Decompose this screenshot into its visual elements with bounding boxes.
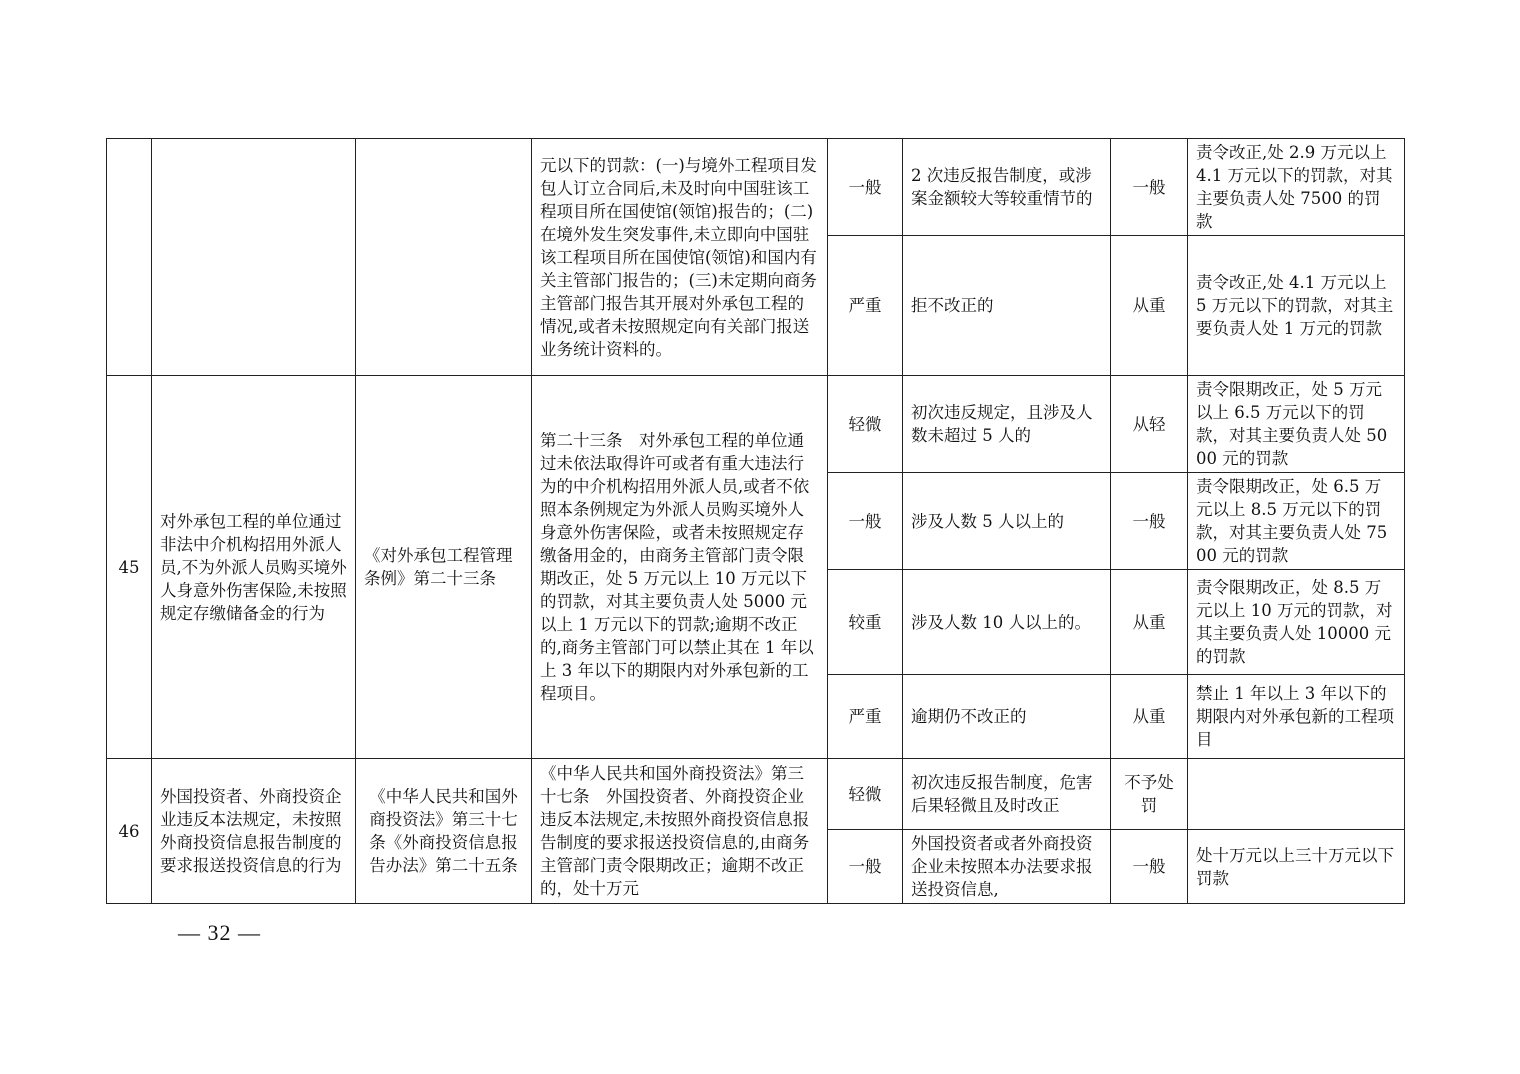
severity-level-cell: 轻微	[828, 376, 903, 473]
severity-level-cell: 轻微	[828, 759, 903, 830]
discretion-level-cell: 一般	[1111, 139, 1188, 236]
table-row	[107, 759, 1405, 830]
severity-level-cell: 严重	[828, 675, 903, 759]
penalty-standard-cell: 责令限期改正，处 8.5 万元以上 10 万元的罚款，对其主要负责人处 10000 元的罚款	[1188, 570, 1405, 675]
legal-basis-cell: 第二十三条 对外承包工程的单位通过未依法取得许可或者有重大违法行为的中介机构招用外派人员,或者不依照本条例规定为外派人员购买境外人身意外伤害保险，或者未按照规定存缴备用金的，由商务主管部门责令限期改正，处 5 万元以上 10 万元以下的罚款，对其主要负责人处 5000 元以上 1 万元以下的罚款;逾期不改正的,商务主管部门可以禁止其在 1 年以上 3 年以下的期限内对外承包新的工程项目。	[532, 376, 828, 759]
penalty-standard-cell	[1188, 759, 1405, 830]
legal-reference-cell: 《对外承包工程管理条例》第二十三条	[356, 376, 532, 759]
circumstance-cell: 逾期仍不改正的	[903, 675, 1111, 759]
discretion-level-cell: 从重	[1111, 570, 1188, 675]
item-number-cell	[107, 139, 152, 376]
discretion-level-cell: 一般	[1111, 830, 1188, 904]
penalty-discretion-table	[106, 138, 1405, 904]
item-number-cell: 45	[107, 376, 152, 759]
violation-behavior-cell: 对外承包工程的单位通过非法中介机构招用外派人员,不为外派人员购买境外人身意外伤害保险,未按照规定存缴储备金的行为	[152, 376, 356, 759]
legal-reference-cell	[356, 139, 532, 376]
page-number: — 32 —	[178, 920, 261, 945]
discretion-level-cell: 从重	[1111, 675, 1188, 759]
legal-reference-cell: 《中华人民共和国外商投资法》第三十七条《外商投资信息报告办法》第二十五条	[356, 759, 532, 904]
violation-behavior-cell	[152, 139, 356, 376]
violation-behavior-cell: 外国投资者、外商投资企业违反本法规定，未按照外商投资信息报告制度的要求报送投资信息的行为	[152, 759, 356, 904]
circumstance-cell: 初次违反规定，且涉及人数未超过 5 人的	[903, 376, 1111, 473]
legal-basis-cell: 《中华人民共和国外商投资法》第三十七条 外国投资者、外商投资企业违反本法规定,未按照外商投资信息报告制度的要求报送投资信息的,由商务主管部门责令限期改正；逾期不改正的，处十万元	[532, 759, 828, 904]
severity-level-cell: 一般	[828, 473, 903, 570]
circumstance-cell: 涉及人数 10 人以上的。	[903, 570, 1111, 675]
discretion-level-cell: 从轻	[1111, 376, 1188, 473]
circumstance-cell: 涉及人数 5 人以上的	[903, 473, 1111, 570]
discretion-level-cell: 不予处罚	[1111, 759, 1188, 830]
circumstance-cell: 2 次违反报告制度，或涉案金额较大等较重情节的	[903, 139, 1111, 236]
penalty-standard-cell: 处十万元以上三十万元以下罚款	[1188, 830, 1405, 904]
item-number-cell: 46	[107, 759, 152, 904]
penalty-standard-cell: 责令限期改正，处 5 万元以上 6.5 万元以下的罚款，对其主要负责人处 5000 元的罚款	[1188, 376, 1405, 473]
severity-level-cell: 一般	[828, 139, 903, 236]
penalty-standard-cell: 责令改正,处 2.9 万元以上 4.1 万元以下的罚款，对其主要负责人处 7500 的罚款	[1188, 139, 1405, 236]
circumstance-cell: 初次违反报告制度，危害后果轻微且及时改正	[903, 759, 1111, 830]
severity-level-cell: 较重	[828, 570, 903, 675]
severity-level-cell: 一般	[828, 830, 903, 904]
legal-basis-cell: 元以下的罚款：(一)与境外工程项目发包人订立合同后,未及时向中国驻该工程项目所在国使馆(领馆)报告的；(二)在境外发生突发事件,未立即向中国驻该工程项目所在国使馆(领馆)和国内有关主管部门报告的；(三)未定期向商务主管部门报告其开展对外承包工程的情况,或者未按照规定向有关部门报送业务统计资料的。	[532, 139, 828, 376]
circumstance-cell: 外国投资者或者外商投资企业未按照本办法要求报送投资信息,	[903, 830, 1111, 904]
severity-level-cell: 严重	[828, 236, 903, 376]
table-row	[107, 376, 1405, 473]
circumstance-cell: 拒不改正的	[903, 236, 1111, 376]
discretion-level-cell: 一般	[1111, 473, 1188, 570]
penalty-standard-cell: 禁止 1 年以上 3 年以下的期限内对外承包新的工程项目	[1188, 675, 1405, 759]
table-row	[107, 139, 1405, 236]
penalty-standard-cell: 责令限期改正，处 6.5 万元以上 8.5 万元以下的罚款，对其主要负责人处 7500 元的罚款	[1188, 473, 1405, 570]
discretion-level-cell: 从重	[1111, 236, 1188, 376]
penalty-standard-cell: 责令改正,处 4.1 万元以上 5 万元以下的罚款，对其主要负责人处 1 万元的罚款	[1188, 236, 1405, 376]
